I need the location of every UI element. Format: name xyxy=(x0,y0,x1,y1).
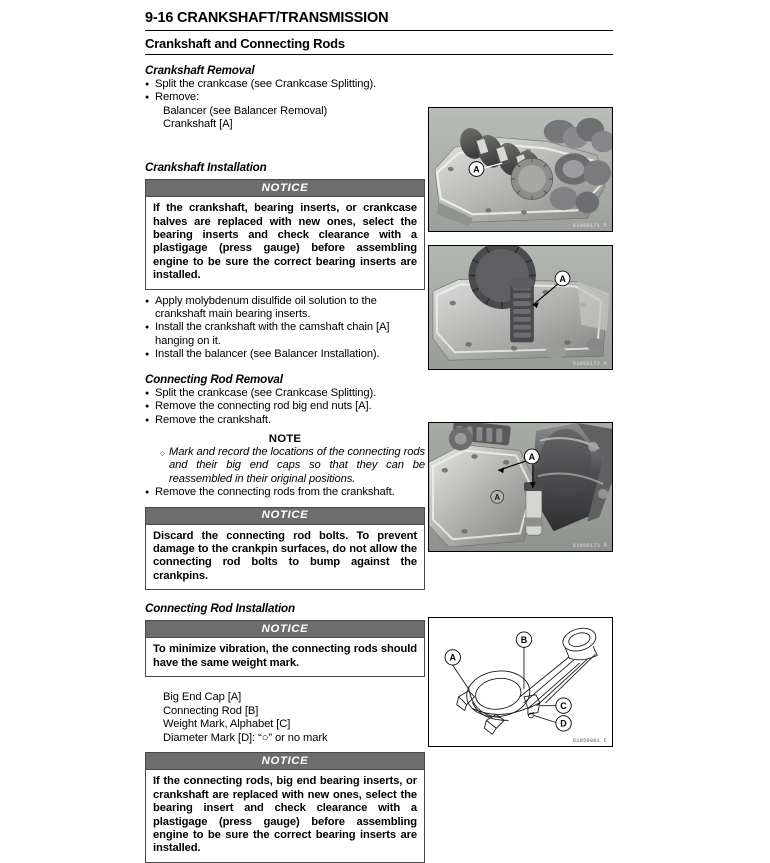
heading-crankshaft-installation: Crankshaft Installation xyxy=(145,161,267,175)
svg-text:D: D xyxy=(560,718,567,729)
note-label: NOTE xyxy=(268,433,302,445)
section-heading: Crankshaft and Connecting Rods xyxy=(145,36,345,51)
notice-text: To minimize vibration, the connecting rods should have the same weight mark. xyxy=(153,643,417,669)
heading-connecting-rod-removal: Connecting Rod Removal xyxy=(145,373,283,387)
notice-text: If the crankshaft, bearing inserts, or crankcase halves are replaced with new ones, select the bearing inserts and check clearance with a plastigage (press gauge) before assembling engine to be sure the correct bearing inserts are installed. xyxy=(153,202,417,282)
callout-d xyxy=(556,716,571,731)
figure-camshaft-chain-photo xyxy=(428,245,613,370)
part-label: Diameter Mark [D]: “○” or no mark xyxy=(163,731,328,744)
notice-box-crankshaft-installation xyxy=(145,179,425,289)
list-item: ● Remove: xyxy=(145,91,425,104)
list-item: ● Remove the connecting rods from the crankshaft. xyxy=(145,486,425,499)
manual-page xyxy=(145,0,613,855)
connecting-rod-removal-bullets xyxy=(145,387,425,427)
notice-text: If the connecting rods, big end bearing inserts, or crankshaft are replaced with new ones, select the bearing insert and check clearance with a plastigage (press gauge) before assembling engine to be sure the correct bearing inserts are installed. xyxy=(153,775,417,855)
page-body xyxy=(145,64,613,863)
heading-connecting-rod-installation: Connecting Rod Installation xyxy=(145,602,295,616)
callout-a xyxy=(445,650,460,665)
callout-c xyxy=(556,698,571,713)
connecting-rod-removal-bullets-after-note xyxy=(145,486,425,499)
list-item: ● Split the crankcase (see Crankcase Splitting). xyxy=(145,78,425,91)
part-label: Big End Cap [A] xyxy=(163,690,242,703)
list-item: ● Install the crankshaft with the camshaft chain [A] hanging on it. xyxy=(145,321,425,348)
note-text: ○ Mark and record the locations of the connecting rods and their big end caps so that they can be reassembled in their original positions. xyxy=(145,446,425,486)
list-item: ● Install the balancer (see Balancer Installation). xyxy=(145,348,425,361)
svg-text:A: A xyxy=(449,652,456,663)
header-divider-bottom xyxy=(145,54,613,55)
list-item: Balancer (see Balancer Removal) xyxy=(163,104,328,117)
notice-box-connecting-rod-removal xyxy=(145,507,425,591)
list-item: ● Apply molybdenum disulfide oil solution to the crankshaft main bearing inserts. xyxy=(145,295,425,322)
figure-crankshaft-in-crankcase-photo xyxy=(428,107,613,232)
figure-code: 61050001 C xyxy=(572,738,607,744)
notice-label: NOTICE xyxy=(146,753,424,770)
notice-label: NOTICE xyxy=(146,508,424,525)
figure-code: 61050171 P xyxy=(572,223,607,229)
notice-text: Discard the connecting rod bolts. To prevent damage to the crankpin surfaces, do not allow the connecting rod bolts to bump against the crankpins. xyxy=(153,529,417,582)
crankshaft-removal-bullets xyxy=(145,78,425,105)
notice-label: NOTICE xyxy=(146,621,424,638)
part-label: Weight Mark, Alphabet [C] xyxy=(163,718,291,731)
figure-code: 61050172 P xyxy=(572,361,607,367)
notice-label: NOTICE xyxy=(146,180,424,197)
notice-box-connecting-rod-installation-2 xyxy=(145,752,425,862)
part-label: Connecting Rod [B] xyxy=(163,704,259,717)
list-item: ● Split the crankcase (see Crankcase Splitting). xyxy=(145,387,425,400)
connecting-rod-big-end-nuts-image xyxy=(429,423,612,551)
callout-b xyxy=(516,632,531,647)
svg-text:A: A xyxy=(528,451,536,462)
connecting-rod-drawing xyxy=(429,618,612,746)
callout-a-secondary xyxy=(491,490,504,503)
notice-box-connecting-rod-installation-1 xyxy=(145,620,425,677)
page-title: 9-16 CRANKSHAFT/TRANSMISSION xyxy=(145,10,389,26)
list-item: ● Remove the crankshaft. xyxy=(145,414,425,427)
svg-text:C: C xyxy=(560,700,567,711)
camshaft-chain xyxy=(509,277,535,342)
svg-text:B: B xyxy=(520,635,528,646)
list-item: Crankshaft [A] xyxy=(163,117,233,130)
crankshaft-installation-bullets xyxy=(145,295,425,361)
figure-connecting-rod-diagram xyxy=(428,617,613,747)
figure-connecting-rod-big-end-nuts-photo xyxy=(428,422,613,552)
svg-text:A: A xyxy=(473,164,480,175)
svg-text:A: A xyxy=(559,273,566,284)
header-divider-top xyxy=(145,30,613,31)
list-item: ● Remove the connecting rod big end nuts [A]. xyxy=(145,400,425,413)
svg-text:A: A xyxy=(494,493,501,502)
heading-crankshaft-removal: Crankshaft Removal xyxy=(145,64,255,77)
crankshaft-in-crankcase-image xyxy=(429,108,612,231)
figure-code: 61050173 P xyxy=(572,543,607,549)
text-column xyxy=(145,64,425,863)
camshaft-chain-image xyxy=(429,246,612,369)
